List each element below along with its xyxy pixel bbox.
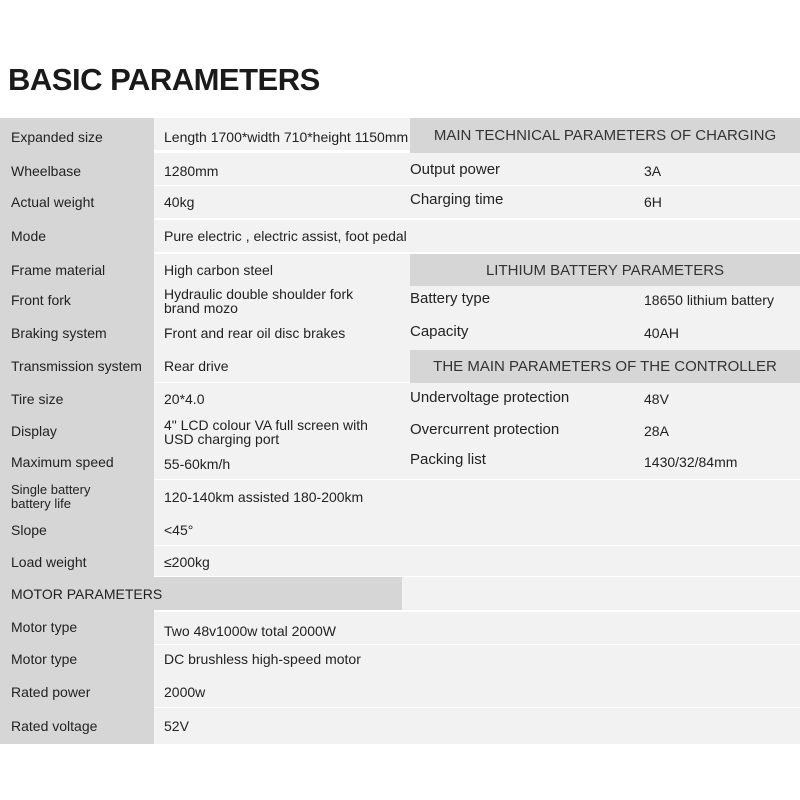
param-value: 120-140km assisted 180-200km	[164, 489, 364, 505]
controller-header: THE MAIN PARAMETERS OF THE CONTROLLER	[410, 350, 800, 383]
battery-header: LITHIUM BATTERY PARAMETERS	[410, 254, 800, 286]
battery-label: Capacity	[410, 323, 469, 340]
param-label: Tire size	[11, 391, 64, 407]
param-label: Braking system	[11, 325, 107, 341]
param-value: 55-60km/h	[164, 456, 231, 472]
param-label: Expanded size	[11, 129, 103, 145]
param-label: Single battery battery life	[11, 482, 91, 511]
param-value: Pure electric , electric assist, foot pedal	[164, 228, 407, 244]
param-value: Hydraulic double shoulder fork brand mozo	[164, 286, 354, 316]
param-label: Slope	[11, 522, 47, 538]
param-value: High carbon steel	[164, 262, 273, 278]
controller-label: Undervoltage protection	[410, 389, 570, 406]
param-value: Rear drive	[164, 358, 229, 374]
charging-value: 3A	[644, 163, 662, 179]
motor-value: 52V	[164, 718, 189, 734]
motor-value: Two 48v1000w total 2000W	[164, 623, 336, 639]
param-label: Mode	[11, 228, 47, 244]
param-value: <45°	[164, 522, 194, 538]
battery-value: 40AH	[644, 325, 680, 341]
param-label: Frame material	[11, 262, 106, 278]
motor-header: MOTOR PARAMETERS	[0, 577, 402, 610]
motor-value: 2000w	[164, 684, 206, 700]
param-value: 4" LCD colour VA full screen with USD charging port	[164, 417, 368, 447]
battery-label: Battery type	[410, 290, 491, 307]
param-label: Transmission system	[11, 358, 142, 374]
motor-label: Motor type	[11, 651, 78, 667]
charging-label: Output power	[410, 161, 501, 178]
motor-label: Rated voltage	[11, 718, 98, 734]
battery-value: 18650 lithium battery	[644, 292, 774, 308]
controller-value: 48V	[644, 391, 669, 407]
param-value: 40kg	[164, 194, 195, 210]
page-title: BASIC PARAMETERS	[8, 62, 320, 97]
motor-label: Rated power	[11, 684, 91, 700]
controller-value: 1430/32/84mm	[644, 454, 738, 470]
param-label: Display	[11, 423, 57, 439]
param-label: Load weight	[11, 554, 87, 570]
param-value: 1280mm	[164, 163, 219, 179]
param-value: Length 1700*width 710*height 1150mm	[164, 129, 409, 145]
param-value: ≤200kg	[164, 554, 210, 570]
charging-value: 6H	[644, 194, 662, 210]
controller-label: Packing list	[410, 451, 486, 468]
motor-label: Motor type	[11, 619, 78, 635]
param-label: Actual weight	[11, 194, 95, 210]
param-label: Front fork	[11, 292, 71, 308]
charging-header: MAIN TECHNICAL PARAMETERS OF CHARGING	[410, 118, 800, 153]
param-value: 20*4.0	[164, 391, 205, 407]
param-label: Maximum speed	[11, 454, 114, 470]
controller-value: 28A	[644, 423, 669, 439]
param-value: Front and rear oil disc brakes	[164, 325, 346, 341]
controller-label: Overcurrent protection	[410, 421, 560, 438]
param-label: Wheelbase	[11, 163, 82, 179]
motor-value: DC brushless high-speed motor	[164, 651, 361, 667]
charging-label: Charging time	[410, 191, 504, 208]
